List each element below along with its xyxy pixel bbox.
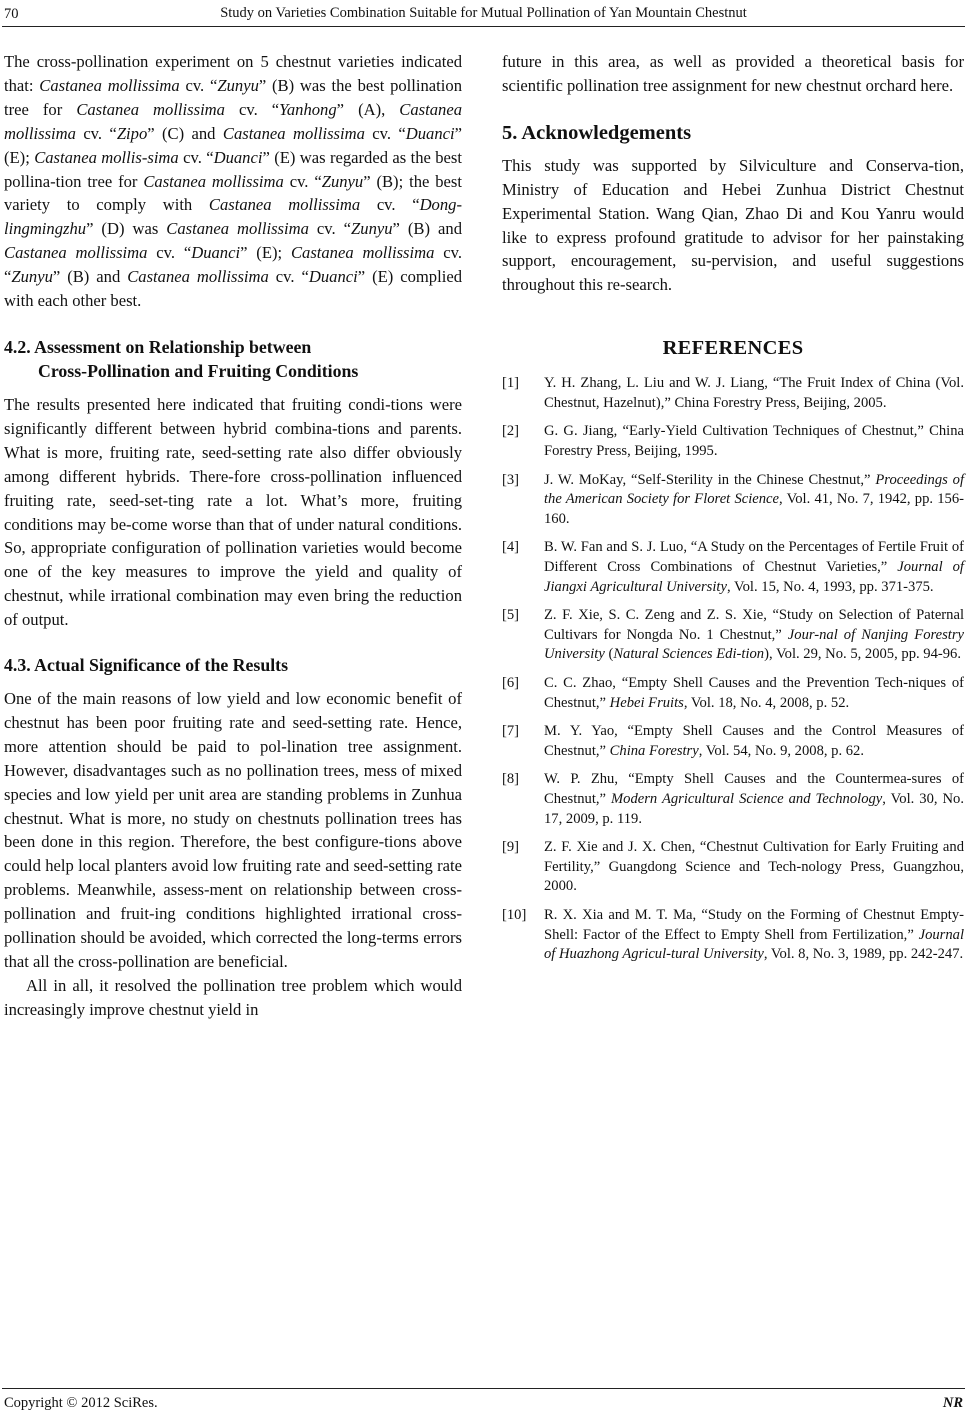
reference-item	[502, 722, 964, 761]
reference-number: [4]	[502, 539, 520, 556]
reference-item	[502, 374, 964, 413]
references-list	[502, 374, 964, 964]
reference-item	[502, 538, 964, 597]
reference-text: Z. F. Xie and J. X. Chen, “Chestnut Cultivation for Early Fruiting and Fertility,” Guangdong Science and Tech-nology Press, Guangzhou, 2000.	[544, 839, 964, 895]
reference-number: [8]	[502, 771, 520, 788]
footer-rule	[2, 1388, 965, 1389]
reference-text: B. W. Fan and S. J. Luo, “A Study on the Percentages of Fertile Fruit of Different Cross Combinations of Chestnut Varieties,” Journal of Jiangxi Agricultural University, Vol. 15, No. 4, 1993, pp. 371-375.	[544, 539, 964, 595]
reference-text: G. G. Jiang, “Early-Yield Cultivation Techniques of Chestnut,” China Forestry Press, Beijing, 1995.	[544, 423, 964, 460]
reference-text: R. X. Xia and M. T. Ma, “Study on the Forming of Chestnut Empty-Shell: Factor of the Effect to Empty Shell from Fertilization,” Journal of Huazhong Agricul-tural University, Vol. 8, No. 3, 1989, pp. 242-247.	[544, 906, 964, 963]
reference-item	[502, 471, 964, 530]
page-footer	[0, 1388, 967, 1414]
reference-text: Y. H. Zhang, L. Liu and W. J. Liang, “The Fruit Index of China (Vol. Chestnut, Hazelnut),” China Forestry Press, Beijing, 2005.	[544, 375, 964, 411]
reference-text: C. C. Zhao, “Empty Shell Causes and the Prevention Tech-niques of Chestnut,” Hebei Fruits, Vol. 18, No. 4, 2008, p. 52.	[544, 674, 964, 711]
running-header	[0, 0, 967, 30]
reference-number: [3]	[502, 471, 520, 488]
reference-number: [9]	[502, 839, 520, 856]
reference-text: Z. F. Xie, S. C. Zeng and Z. S. Xie, “Study on Selection of Paternal Cultivars for Nongda No. 1 Chestnut,” Jour-nal of Nanjing Forestry University (Natural Sciences Edi-tion), Vol. 29, No. 5, 2005, pp. 94-96.	[544, 607, 964, 663]
reference-item	[502, 838, 964, 897]
section-title-line1: Assessment on Relationship between	[34, 336, 312, 357]
copyright-text: Copyright © 2012 SciRes.	[4, 1395, 158, 1411]
reference-number: [5]	[502, 607, 520, 624]
acknowledgements-paragraph: This study was supported by Silviculture and Conserva-tion, Ministry of Education and Hebei Zunhua District Chestnut Experimental Station. Wang Qian, Zhao Di and Kou Yanru would like to express profound gratitude to advisor for her painstaking support, encouragement, su-pervision, and useful suggestions throughout this re-search.	[502, 155, 964, 295]
right-column	[502, 50, 964, 974]
acknowledgements-heading: 5. Acknowledgements	[502, 121, 692, 144]
reference-text: W. P. Zhu, “Empty Shell Causes and the Countermea-sures of Chestnut,” Modern Agricultural Science and Technology, Vol. 30, No. 17, 2009, p. 119.	[544, 771, 964, 827]
intro-paragraph: The cross-pollination experiment on 5 chestnut varieties indicated that: Castanea mollissima cv. “Zunyu” (B) was the best pollination tree for Castanea mollissima cv. “Yanhong” (A), Castanea mollissima cv. “Zipo” (C) and Castanea mollissima cv. “Duanci” (E); Castanea mollis-sima cv. “Duanci” (E) was regarded as the best pollina-tion tree for Castanea mollissima cv. “Zunyu” (B); the best variety to comply with Castanea mollissima cv. “Dong-lingmingzhu” (D) was Castanea mollissima cv. “Zunyu” (B) and Castanea mollissima cv. “Duanci” (E); Castanea mollissima cv. “Zunyu” (B) and Castanea mollissima cv. “Duanci” (E) complied with each other best.	[4, 52, 462, 311]
page-number: 70	[4, 6, 19, 22]
reference-text: J. W. MoKay, “Self-Sterility in the Chinese Chestnut,” Proceedings of the American Society for Floret Science, Vol. 41, No. 7, 1942, pp. 156-160.	[544, 471, 965, 527]
reference-item	[502, 674, 964, 713]
section-4-3-paragraph: All in all, it resolved the pollination tree problem which would increasingly improve chestnut yield in	[4, 975, 462, 1019]
reference-number: [10]	[502, 906, 527, 923]
section-4-2-heading	[4, 335, 462, 383]
section-4-2-paragraph: The results presented here indicated that fruiting condi-tions were significantly different between hybrid combina-tions and parents. What is more, fruiting rate, seed-setting rate also differ obviously among different hybrids. There-fore cross-pollination influenced fruiting rate, seed-set-ting rate a lot. What’s more, fruiting conditions may be-come worse than that of under natural conditions. So, appropriate configuration of pollination varieties would become one of the key measures to improve the yield and quality of chestnut, while irrational combination may even bring the reduction of output.	[4, 394, 462, 630]
reference-number: [7]	[502, 723, 520, 740]
reference-number: [2]	[502, 423, 520, 440]
reference-item	[502, 606, 964, 665]
references-title: REFERENCES	[662, 337, 804, 360]
reference-item	[502, 906, 964, 965]
running-title: Study on Varieties Combination Suitable for Mutual Pollination of Yan Mountain Chestnut	[220, 5, 747, 21]
reference-number: [6]	[502, 674, 520, 691]
section-4-3-heading: 4.3. Actual Significance of the Results	[4, 655, 288, 676]
section-number: 4.2.	[4, 336, 31, 357]
section-4-3-paragraph: One of the main reasons of low yield and low economic benefit of chestnut has been poor fruiting rate and seed-setting rate. Hence, more attention should be paid to pol-lination tree assignment. However, disadvantages such as no pollination trees, mess of mixed species and low yield per unit area are standing problems in Zunhua chestnut. What is more, no study on chestnuts pollination trees has been done in this region. Therefore, the best configure-tions above could help local planters avoid low fruiting rate and seed-setting rate problems. Meanwhile, assess-ment on relationship between cross-pollination and fruit-ing conditions highlighted irrational cross-pollination should be avoided, which corrected the long-terms errors that all the cross-pollination are beneficial.	[4, 689, 462, 971]
reference-item	[502, 422, 964, 461]
reference-item	[502, 770, 964, 829]
left-column	[4, 50, 462, 1022]
section-title-line2: Cross-Pollination and Fruiting Conditions	[38, 360, 359, 381]
reference-number: [1]	[502, 375, 520, 392]
reference-text: M. Y. Yao, “Empty Shell Causes and the Control Measures of Chestnut,” China Forestry, Vol. 54, No. 9, 2008, p. 62.	[544, 723, 964, 759]
continuation-paragraph: future in this area, as well as provided a theoretical basis for scientific pollination tree assignment for new chestnut orchard here.	[502, 52, 964, 95]
header-rule	[2, 26, 965, 27]
journal-abbreviation: NR	[942, 1395, 963, 1411]
